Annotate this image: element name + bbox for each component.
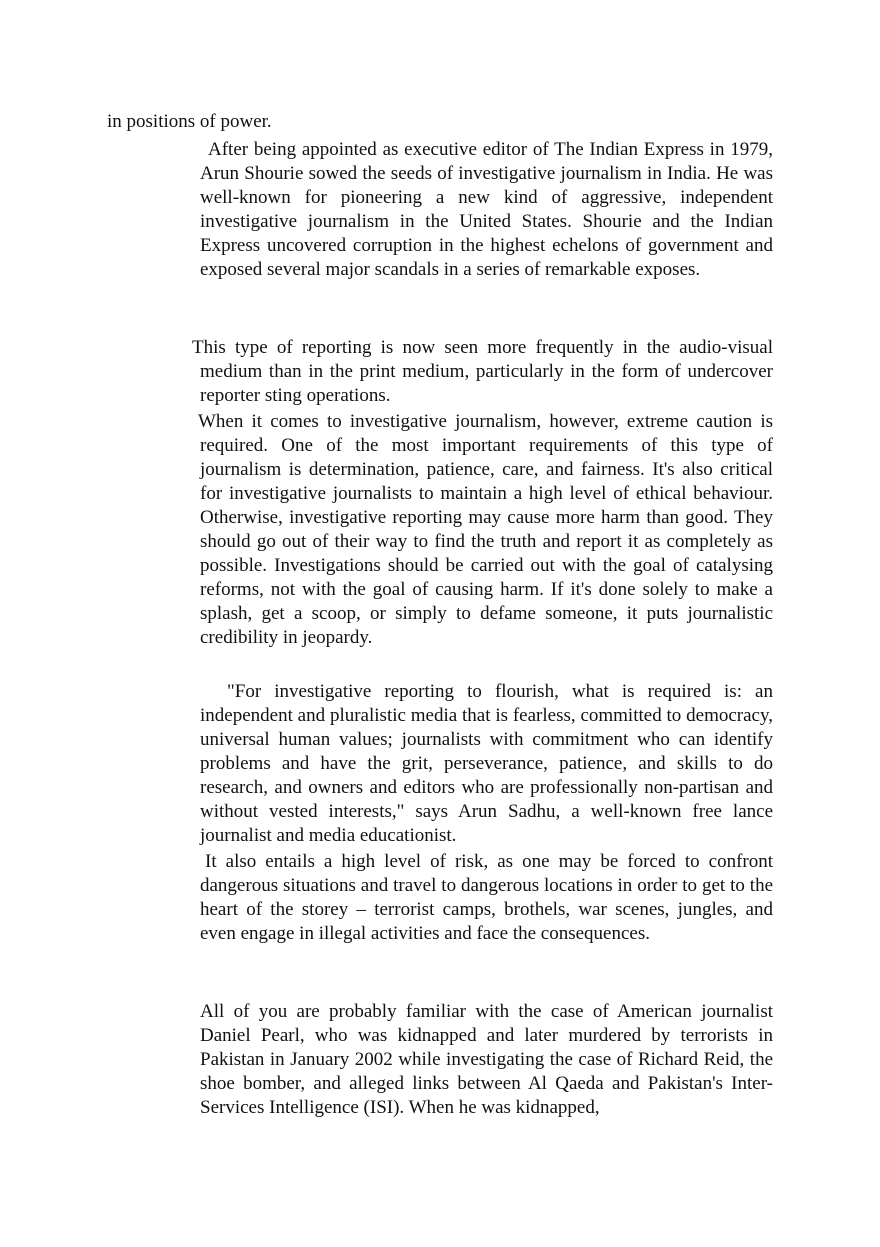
continuation-line: in positions of power. xyxy=(107,111,272,132)
paragraph-shourie: After being appointed as executive editor of The Indian Express in 1979, Arun Shourie sowed the seeds of investigative journalism in India. He was well-known for pioneering a new kind of aggressive, independent investigative journalism in the United States. Shourie and the Indian Express uncovered corruption in the highest echelons of government and exposed several major scandals in a series of remarkable exposes. xyxy=(200,139,773,280)
paragraph-risk: It also entails a high level of risk, as one may be forced to confront dangerous situations and travel to dangerous locations in order to get to the heart of the storey – terrorist camps, brothels, war scenes, jungles, and even engage in illegal activities and face the consequences. xyxy=(200,851,773,944)
paragraph-quote-sadhu: "For investigative reporting to flourish, what is required is: an independent and pluralistic media that is fearless, committed to democracy, universal human values; journalists with commitment who can identify problems and have the grit, perseverance, patience, and skills to do research, and owners and editors who are professionally non-partisan and without vested interests," says Arun Sadhu, a well-known free lance journalist and media educationist. xyxy=(200,681,773,846)
paragraph-caution: When it comes to investigative journalism, however, extreme caution is required. One of the most important requirements of this type of journalism is determination, patience, care, and fairness. It's also critical for investigative journalists to maintain a high level of ethical behaviour. Otherwise, investigative reporting may cause more harm than good. They should go out of their way to find the truth and report it as completely as possible. Investigations should be carried out with the goal of catalysing reforms, not with the goal of causing harm. If it's done solely to make a splash, get a scoop, or simply to defame someone, it puts journalistic credibility in jeopardy. xyxy=(198,411,773,648)
paragraph-daniel-pearl: All of you are probably familiar with the case of American journalist Daniel Pearl, who was kidnapped and later murdered by terrorists in Pakistan in January 2002 while investigating the case of Richard Reid, the shoe bomber, and alleged links between Al Qaeda and Pakistan's Inter-Services Intelligence (ISI). When he was kidnapped, xyxy=(200,1001,773,1118)
paragraph-audio-visual: This type of reporting is now seen more frequently in the audio-visual medium than in the print medium, particularly in the form of undercover reporter sting operations. xyxy=(192,337,773,406)
